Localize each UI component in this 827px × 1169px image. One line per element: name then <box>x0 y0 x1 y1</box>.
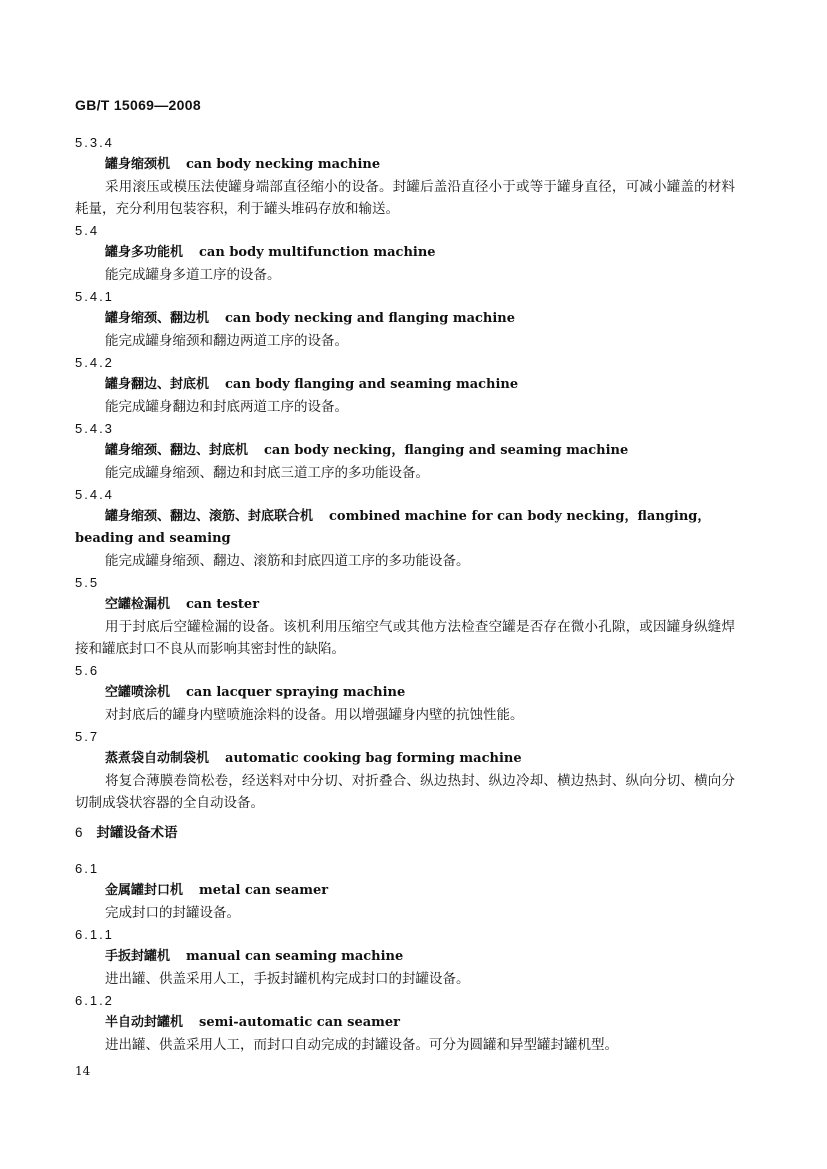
term-definition: 能完成罐身缩颈和翻边两道工序的设备。 <box>105 333 348 349</box>
entry-6-1-2 <box>75 990 735 1056</box>
term-en: can lacquer spraying machine <box>186 685 406 700</box>
document-body <box>75 132 735 1056</box>
standard-code-header: GB/T 15069—2008 <box>75 97 201 113</box>
clause-number: 5.5 <box>75 575 100 590</box>
term-en: semi-automatic can seamer <box>199 1015 401 1030</box>
term-definition: 用于封底后空罐检漏的设备。该机利用压缩空气或其他方法检查空罐是否存在微小孔隙，或因罐身纵缝焊接和罐底封口不良从而影响其密封性的缺陷。 <box>75 619 735 657</box>
term-zh: 金属罐封口机 <box>105 883 184 898</box>
term-zh: 罐身翻边、封底机 <box>105 377 210 392</box>
term-heading <box>75 506 735 550</box>
entry-5-4-1 <box>75 286 735 352</box>
entry-5-4-4 <box>75 484 735 572</box>
clause-number: 5.6 <box>75 663 100 678</box>
clause-number: 5.7 <box>75 729 100 744</box>
term-en: can body necking，flanging and seaming machine <box>264 443 629 458</box>
entry-6-1-1 <box>75 924 735 990</box>
term-en: can body flanging and seaming machine <box>225 377 519 392</box>
term-en: can body necking machine <box>186 157 381 172</box>
term-heading <box>75 594 735 616</box>
entry-5-6 <box>75 660 735 726</box>
clause-number: 5.4.1 <box>75 289 114 304</box>
term-definition: 能完成罐身缩颈、翻边和封底三道工序的多功能设备。 <box>105 465 429 481</box>
term-heading <box>75 880 735 902</box>
clause-number: 5.4.2 <box>75 355 114 370</box>
term-heading <box>75 1012 735 1034</box>
term-zh: 蒸煮袋自动制袋机 <box>105 751 210 766</box>
term-definition: 能完成罐身翻边和封底两道工序的设备。 <box>105 399 348 415</box>
term-zh: 罐身多功能机 <box>105 245 184 260</box>
term-en: metal can seamer <box>199 883 329 898</box>
clause-number: 6.1.2 <box>75 993 114 1008</box>
clause-number: 5.4.3 <box>75 421 114 436</box>
entry-5-5 <box>75 572 735 660</box>
term-heading <box>75 682 735 704</box>
chapter-heading <box>75 822 735 844</box>
term-en: can tester <box>186 597 260 612</box>
term-heading <box>75 374 735 396</box>
term-definition: 完成封口的封罐设备。 <box>105 905 240 921</box>
term-zh: 空罐检漏机 <box>105 597 171 612</box>
term-zh: 半自动封罐机 <box>105 1015 184 1030</box>
term-definition: 对封底后的罐身内壁喷施涂料的设备。用以增强罐身内壁的抗蚀性能。 <box>105 707 524 723</box>
term-heading <box>75 308 735 330</box>
term-en: manual can seaming machine <box>186 949 404 964</box>
term-zh: 罐身缩颈、翻边、封底机 <box>105 443 249 458</box>
term-definition: 能完成罐身多道工序的设备。 <box>105 267 281 283</box>
clause-number: 5.4 <box>75 223 100 238</box>
term-heading <box>75 440 735 462</box>
term-definition: 将复合薄膜卷筒松卷，经送料对中分切、对折叠合、纵边热封、纵边冷却、横边热封、纵向分切、横向分切制成袋状容器的全自动设备。 <box>75 773 735 811</box>
entry-5-4-3 <box>75 418 735 484</box>
term-heading <box>75 154 735 176</box>
term-definition: 采用滚压或模压法使罐身端部直径缩小的设备。封罐后盖沿直径小于或等于罐身直径，可减小罐盖的材料耗量，充分利用包装容积，利于罐头堆码存放和输送。 <box>75 179 735 217</box>
term-zh: 空罐喷涂机 <box>105 685 171 700</box>
entry-5-3-4 <box>75 132 735 220</box>
term-zh: 罐身缩颈、翻边、滚筋、封底联合机 <box>105 509 314 524</box>
term-en: can body multifunction machine <box>199 245 436 260</box>
term-zh: 罐身缩颈机 <box>105 157 171 172</box>
clause-number: 5.3.4 <box>75 135 114 150</box>
clause-number: 6.1 <box>75 861 100 876</box>
chapter-number: 6 <box>75 825 83 840</box>
term-en: can body necking and flanging machine <box>225 311 516 326</box>
page-number: 14 <box>75 1064 91 1078</box>
term-definition: 能完成罐身缩颈、翻边、滚筋和封底四道工序的多功能设备。 <box>105 553 470 569</box>
clause-number: 5.4.4 <box>75 487 114 502</box>
term-definition: 进出罐、供盖采用人工，而封口自动完成的封罐设备。可分为圆罐和异型罐封罐机型。 <box>105 1037 618 1053</box>
term-definition: 进出罐、供盖采用人工，手扳封罐机构完成封口的封罐设备。 <box>105 971 470 987</box>
entry-5-4 <box>75 220 735 286</box>
term-heading <box>75 242 735 264</box>
entry-5-7 <box>75 726 735 814</box>
clause-number: 6.1.1 <box>75 927 114 942</box>
term-zh: 手扳封罐机 <box>105 949 171 964</box>
entry-5-4-2 <box>75 352 735 418</box>
term-en: automatic cooking bag forming machine <box>225 751 522 766</box>
term-heading <box>75 946 735 968</box>
term-heading <box>75 748 735 770</box>
entry-6-1 <box>75 858 735 924</box>
chapter-title: 封罐设备术语 <box>96 825 178 841</box>
term-zh: 罐身缩颈、翻边机 <box>105 311 210 326</box>
term-en: combined machine for can body necking，flanging，beading and seaming <box>75 509 711 546</box>
